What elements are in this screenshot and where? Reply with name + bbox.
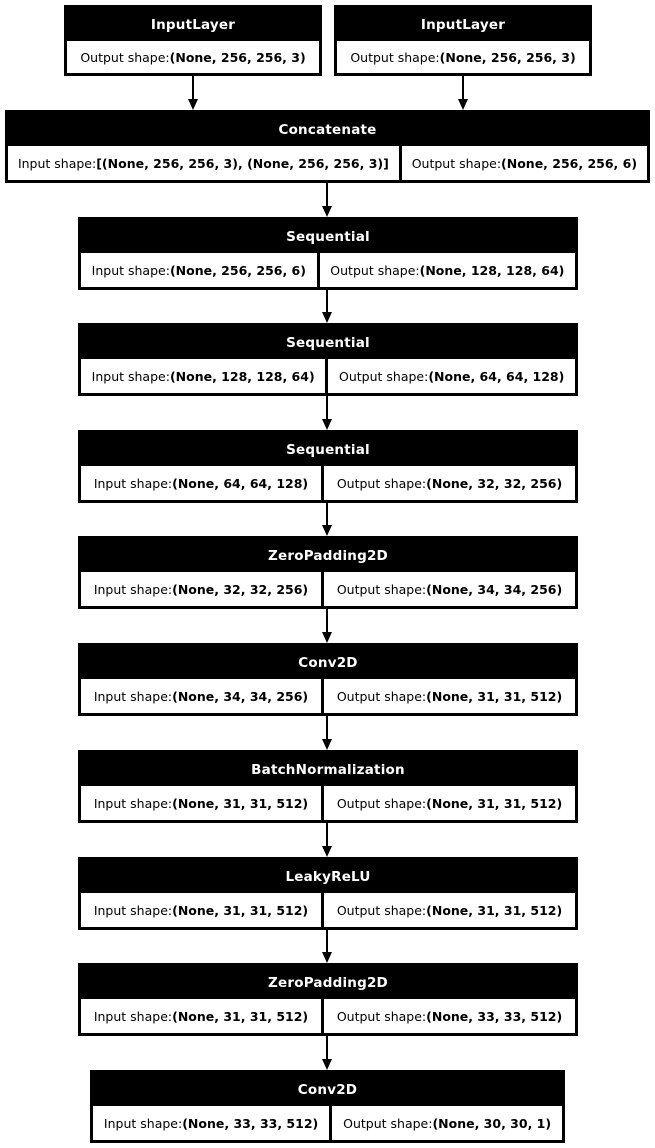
layer-title: ZeroPadding2D (268, 974, 388, 991)
edge-arrow-sequential1-to-sequential2 (321, 290, 333, 323)
edge-arrow-sequential2-to-sequential3 (321, 396, 333, 430)
shape-value: (None, 256, 256, 3) (439, 49, 576, 65)
shape-value: [(None, 256, 256, 3), (None, 256, 256, 3)] (96, 155, 389, 171)
arrowhead-icon (458, 99, 468, 110)
output-shape-cell (332, 1106, 562, 1140)
shape-value: (None, 33, 33, 512) (426, 1008, 563, 1024)
shape-label: Output shape: (336, 581, 427, 597)
input-shape-cell (93, 1106, 329, 1140)
edge-arrow-sequential3-to-zeropadding1 (321, 503, 333, 536)
output-shape-cell (328, 359, 575, 393)
shape-label: Output shape: (336, 902, 427, 918)
shape-label: Input shape: (17, 155, 97, 171)
layer-title: Conv2D (297, 1081, 358, 1098)
shape-label: Output shape: (80, 49, 170, 65)
shape-label: Input shape: (93, 688, 173, 704)
shape-value: (None, 32, 32, 256) (172, 581, 309, 597)
shape-value: (None, 31, 31, 512) (426, 795, 563, 811)
layer-title: BatchNormalization (251, 761, 405, 778)
output-shape-cell (324, 679, 575, 713)
shape-value: (None, 31, 31, 512) (426, 902, 563, 918)
output-shape-cell (324, 786, 575, 820)
edge-arrow-concatenate-to-sequential1 (321, 183, 333, 217)
shape-label: Output shape: (330, 262, 420, 278)
shape-value: (None, 31, 31, 512) (426, 688, 563, 704)
shape-label: Output shape: (338, 368, 429, 384)
layer-title: Concatenate (278, 121, 377, 138)
shape-label: Input shape: (103, 1115, 183, 1131)
shape-value: (None, 30, 30, 1) (432, 1115, 552, 1131)
input-shape-cell (81, 999, 321, 1033)
edge-arrow-conv1-to-batchnorm (321, 716, 333, 750)
output-shape-cell (324, 999, 575, 1033)
layer-node-zeropadding2d-2 (78, 963, 578, 1036)
layer-node-sequential-1 (78, 217, 578, 290)
shape-label: Input shape: (93, 1008, 173, 1024)
layer-title: Sequential (286, 228, 370, 245)
layer-node-sequential-2 (78, 323, 578, 396)
arrowhead-icon (322, 312, 332, 323)
input-shape-cell (8, 146, 399, 180)
output-shape-cell (337, 41, 589, 73)
arrowhead-icon (322, 419, 332, 430)
shape-label: Output shape: (336, 475, 427, 491)
shape-label: Input shape: (91, 368, 170, 384)
shape-value: (None, 64, 64, 128) (172, 475, 309, 491)
layer-title: ZeroPadding2D (268, 547, 388, 564)
output-shape-cell (402, 146, 647, 180)
shape-label: Output shape: (336, 688, 427, 704)
shape-value: (None, 33, 33, 512) (182, 1115, 319, 1131)
layer-title: Sequential (286, 334, 370, 351)
output-shape-cell (320, 253, 575, 287)
shape-label: Output shape: (350, 49, 440, 65)
edge-arrow-zeropadding1-to-conv1 (321, 609, 333, 643)
layer-node-batchnormalization (78, 750, 578, 823)
layer-title: Conv2D (298, 654, 358, 671)
input-shape-cell (81, 359, 325, 393)
shape-label: Input shape: (93, 475, 173, 491)
shape-value: (None, 128, 128, 64) (419, 262, 565, 278)
arrowhead-icon (322, 846, 332, 857)
shape-value: (None, 256, 256, 6) (501, 155, 638, 171)
layer-node-leakyrelu (78, 857, 578, 930)
shape-label: Input shape: (93, 795, 173, 811)
input-shape-cell (81, 679, 321, 713)
shape-label: Output shape: (336, 1008, 427, 1024)
layer-node-inputlayer-1 (64, 5, 322, 76)
layer-node-zeropadding2d-1 (78, 536, 578, 609)
arrowhead-icon (322, 739, 332, 750)
output-shape-cell (324, 893, 575, 927)
shape-label: Input shape: (91, 262, 170, 278)
layer-node-concatenate (5, 110, 650, 183)
shape-value: (None, 128, 128, 64) (169, 368, 315, 384)
shape-value: (None, 31, 31, 512) (172, 902, 309, 918)
output-shape-cell (324, 572, 575, 606)
layer-node-conv2d-1 (78, 643, 578, 716)
shape-value: (None, 32, 32, 256) (426, 475, 563, 491)
arrowhead-icon (322, 206, 332, 217)
edge-arrow-input2-to-concatenate (457, 76, 469, 110)
input-shape-cell (81, 253, 317, 287)
shape-label: Output shape: (336, 795, 427, 811)
layer-node-conv2d-2 (90, 1070, 565, 1143)
shape-value: (None, 31, 31, 512) (172, 795, 309, 811)
output-shape-cell (67, 41, 319, 73)
layer-title: Sequential (286, 441, 370, 458)
layer-title: InputLayer (150, 16, 236, 33)
shape-value: (None, 31, 31, 512) (172, 1008, 309, 1024)
output-shape-cell (324, 466, 575, 500)
arrowhead-icon (322, 632, 332, 643)
edge-arrow-zeropadding2-to-conv2 (321, 1036, 333, 1070)
arrowhead-icon (322, 952, 332, 963)
shape-label: Output shape: (411, 155, 502, 171)
shape-value: (None, 34, 34, 256) (172, 688, 309, 704)
shape-label: Input shape: (93, 581, 173, 597)
shape-value: (None, 64, 64, 128) (428, 368, 565, 384)
layer-node-inputlayer-2 (334, 5, 592, 76)
shape-label: Output shape: (343, 1115, 433, 1131)
input-shape-cell (81, 893, 321, 927)
arrowhead-icon (322, 525, 332, 536)
layer-title: InputLayer (420, 16, 506, 33)
input-shape-cell (81, 786, 321, 820)
arrowhead-icon (322, 1059, 332, 1070)
input-shape-cell (81, 572, 321, 606)
shape-value: (None, 256, 256, 3) (169, 49, 306, 65)
edge-arrow-batchnorm-to-leakyrelu (321, 823, 333, 857)
shape-value: (None, 256, 256, 6) (169, 262, 306, 278)
edge-arrow-leakyrelu-to-zeropadding2 (321, 930, 333, 963)
edge-arrow-input1-to-concatenate (187, 76, 199, 110)
layer-title: LeakyReLU (285, 868, 371, 885)
input-shape-cell (81, 466, 321, 500)
layer-node-sequential-3 (78, 430, 578, 503)
shape-value: (None, 34, 34, 256) (426, 581, 563, 597)
shape-label: Input shape: (93, 902, 173, 918)
arrowhead-icon (188, 99, 198, 110)
